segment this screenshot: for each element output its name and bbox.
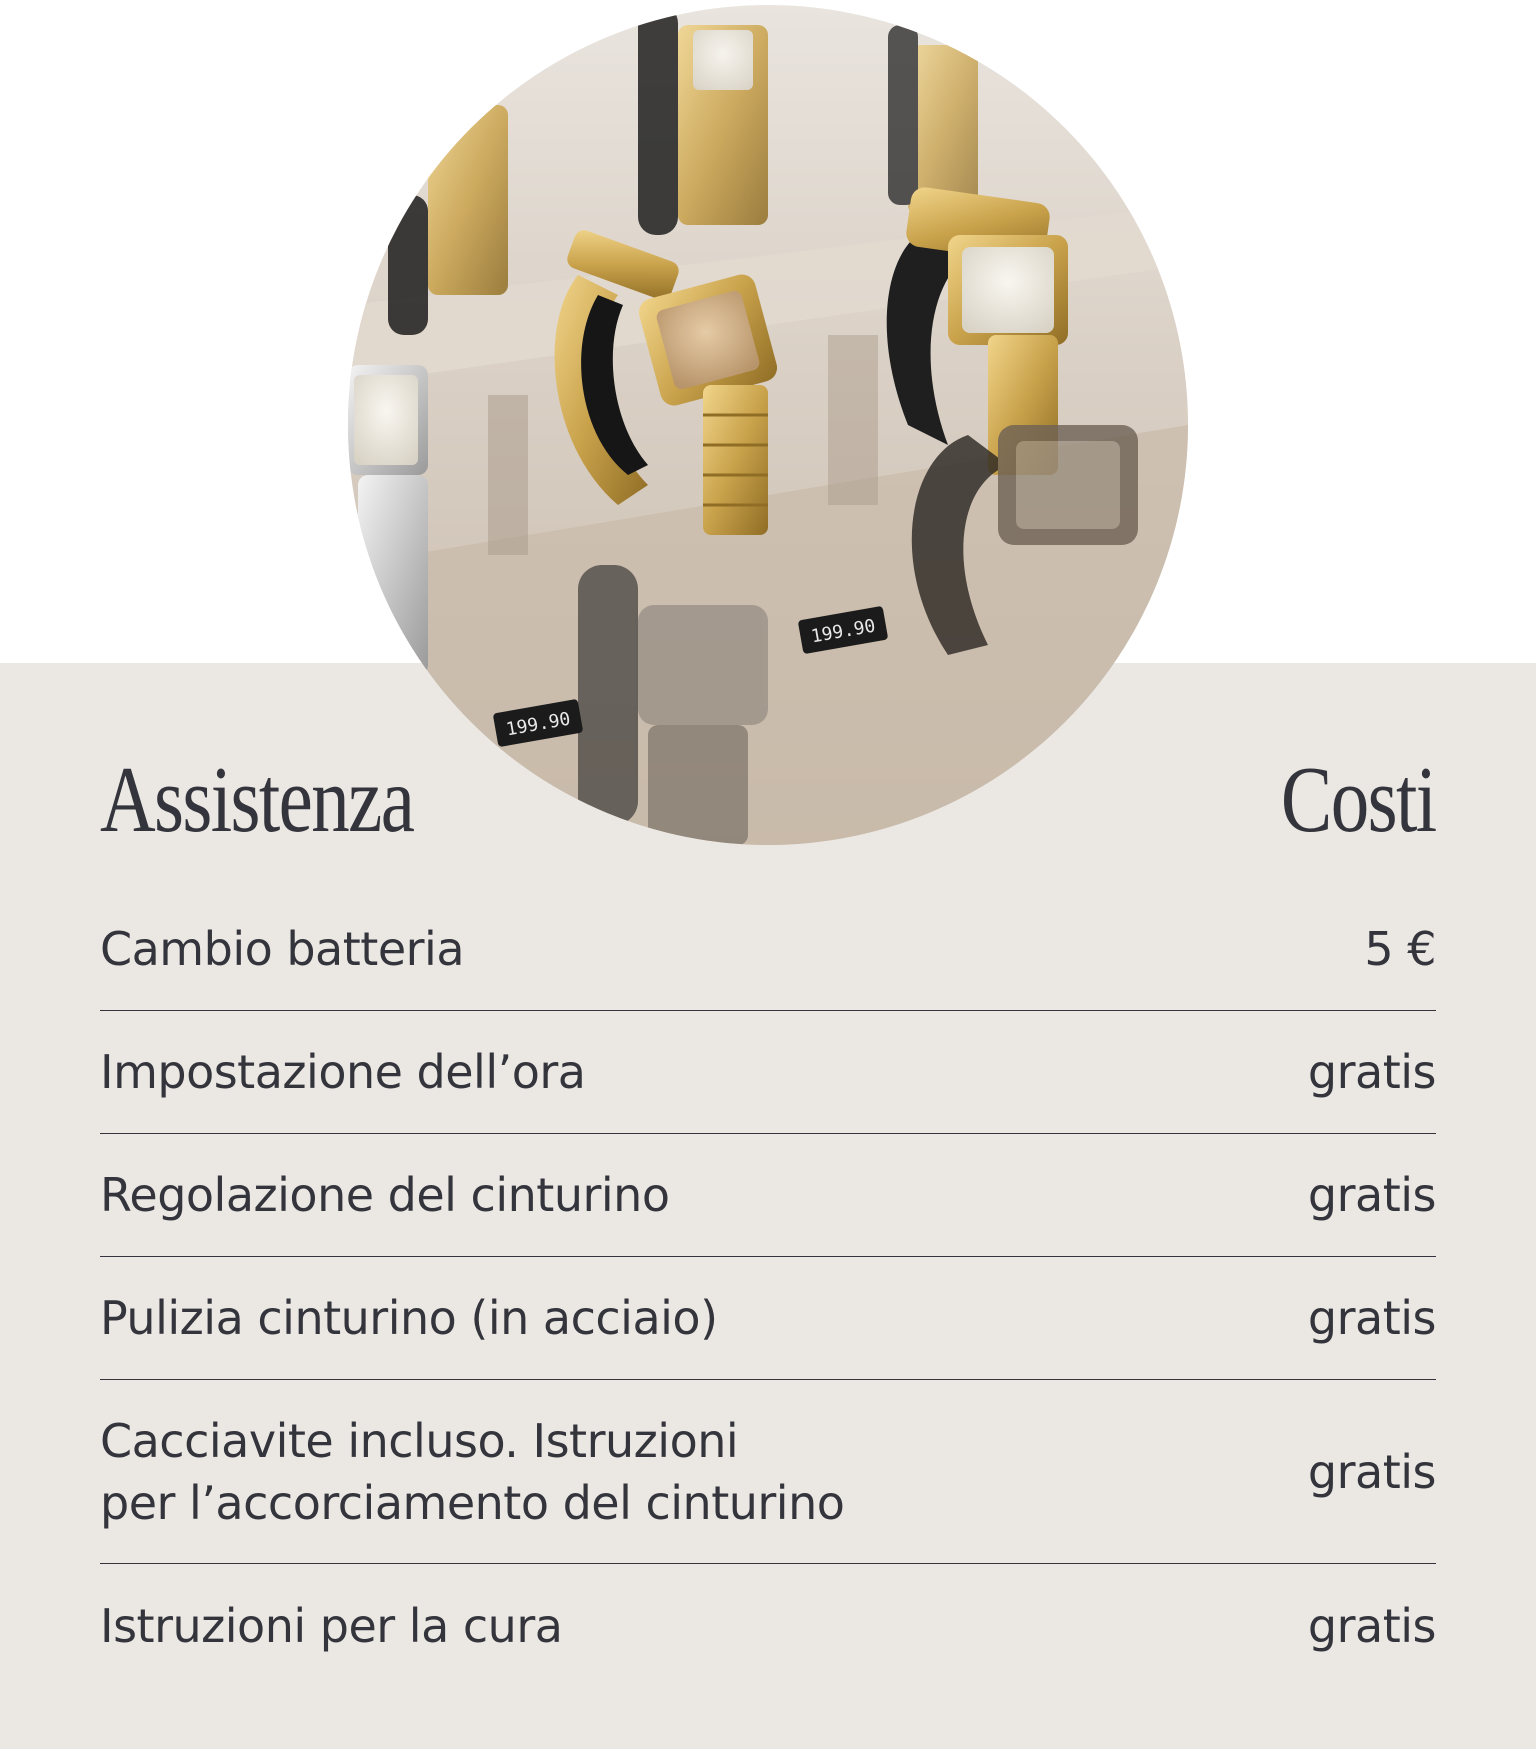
- table-row: [100, 1380, 1436, 1564]
- service-label: Istruzioni per la cura: [100, 1598, 563, 1653]
- header-cost: Costi: [1281, 748, 1436, 852]
- price-tag-label: 199.90: [809, 615, 878, 648]
- service-label: [100, 1410, 844, 1534]
- service-label-line: Cacciavite incluso. Istruzioni: [100, 1413, 739, 1468]
- table-header: [100, 745, 1436, 855]
- service-label-line: per l’accorciamento del cinturino: [100, 1475, 845, 1530]
- watch-display-photo: [348, 5, 1188, 845]
- service-label: Impostazione dell’ora: [100, 1045, 586, 1099]
- service-label: Pulizia cinturino (in acciaio): [100, 1291, 718, 1345]
- service-label: Regolazione del cinturino: [100, 1168, 670, 1222]
- services-table: [100, 888, 1436, 1687]
- service-cost: gratis: [1307, 1291, 1436, 1345]
- header-service: Assistenza: [100, 748, 414, 852]
- service-cost: gratis: [1307, 1168, 1436, 1222]
- service-cost: gratis: [1307, 1444, 1436, 1499]
- table-row: [100, 1011, 1436, 1134]
- price-tag-label: 199.90: [504, 708, 573, 741]
- service-cost: 5 €: [1364, 922, 1436, 976]
- table-row: [100, 888, 1436, 1011]
- service-label: Cambio batteria: [100, 922, 465, 976]
- service-cost: gratis: [1307, 1045, 1436, 1099]
- service-cost: gratis: [1307, 1598, 1436, 1653]
- table-row: [100, 1257, 1436, 1380]
- table-row: [100, 1134, 1436, 1257]
- table-row: [100, 1564, 1436, 1687]
